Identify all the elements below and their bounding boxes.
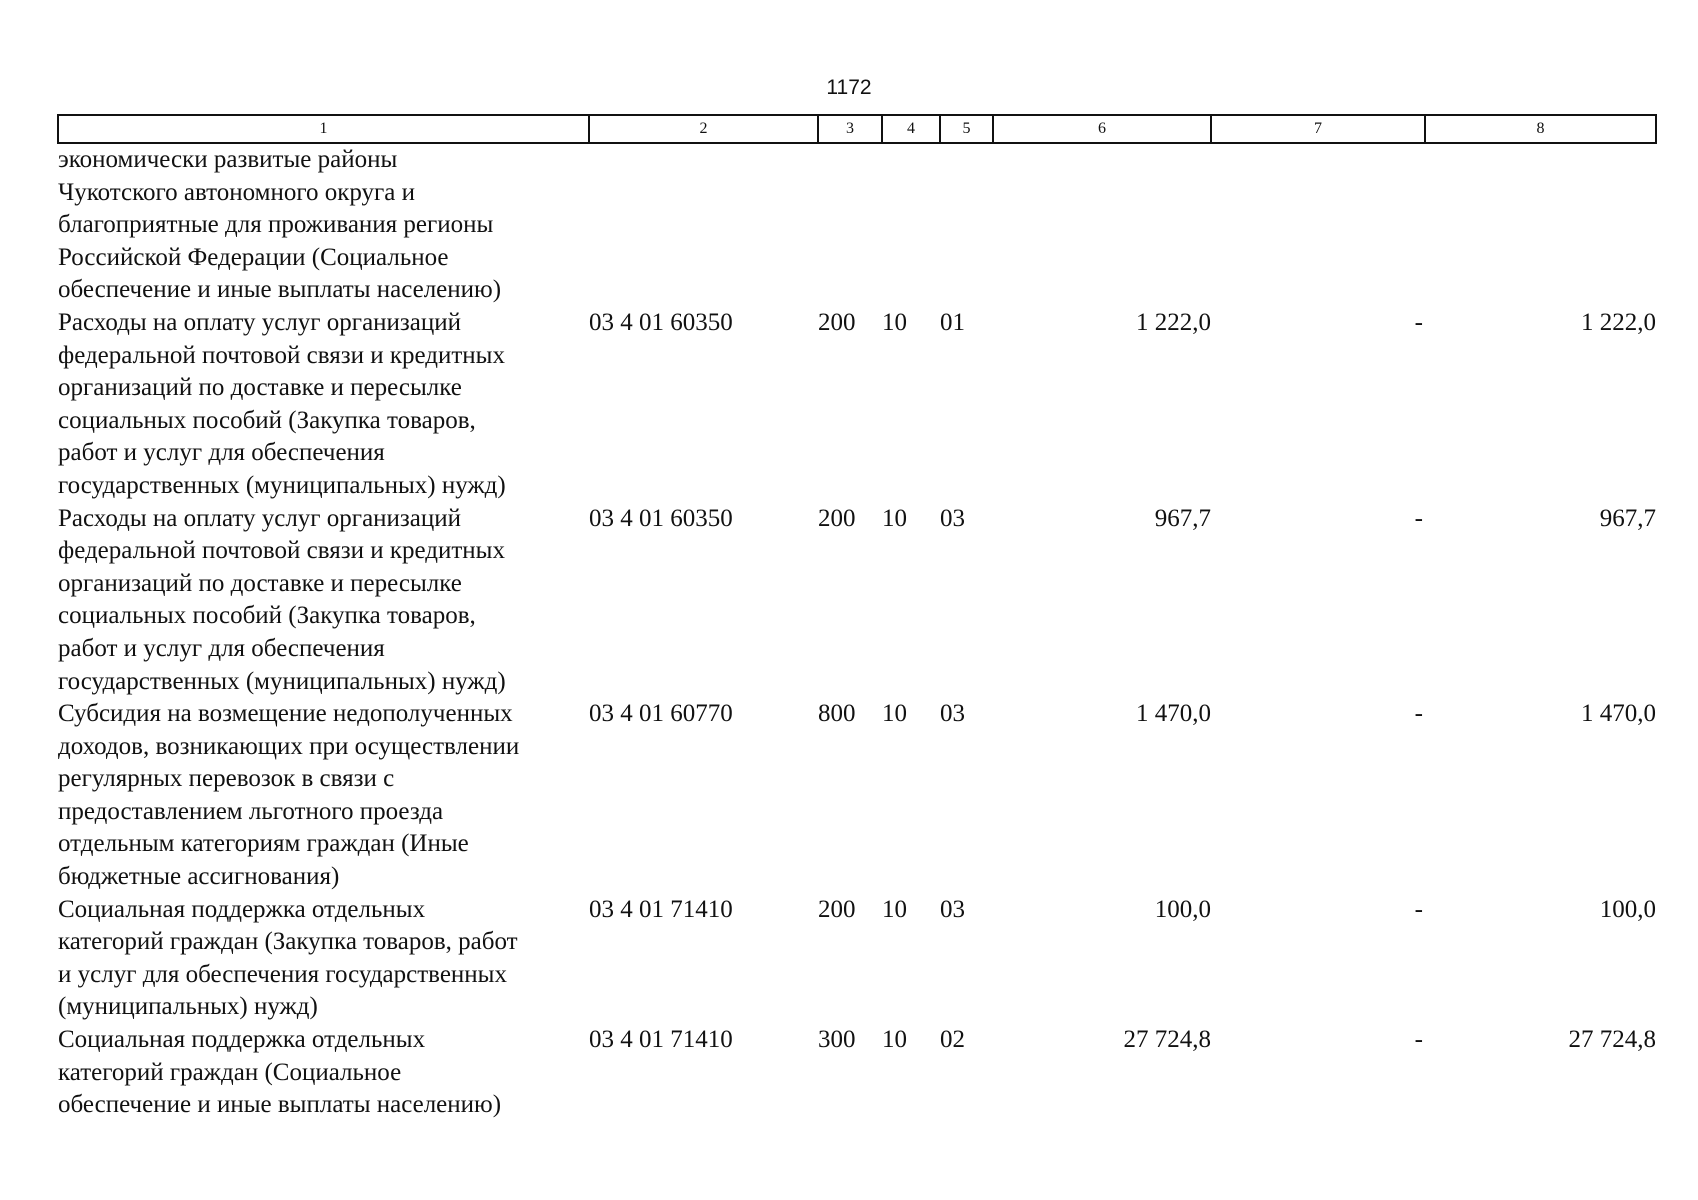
description-line: работ и услуг для обеспечения — [58, 634, 385, 662]
description-line: работ и услуг для обеспечения — [58, 439, 385, 467]
section: 10 — [882, 308, 907, 336]
description-line: доходов, возникающих при осуществлении — [58, 732, 520, 760]
table-row — [58, 143, 1656, 307]
row-description — [58, 307, 589, 503]
budget-code: 03 4 01 71410 — [589, 1026, 733, 1054]
amount-col-8: 967,7 — [1599, 504, 1656, 532]
section: 10 — [882, 504, 907, 532]
amount-col-7: - — [1414, 1026, 1423, 1054]
description-line: и услуг для обеспечения государственных — [58, 960, 507, 988]
subsection: 03 — [940, 504, 965, 532]
amount-col-7: - — [1414, 504, 1423, 532]
subsection: 02 — [940, 1026, 965, 1054]
header-row — [58, 115, 1656, 143]
description-line: федеральной почтовой связи и кредитных — [58, 537, 505, 565]
expense-type: 300 — [818, 1026, 856, 1054]
amount-col-8: 1 470,0 — [1581, 700, 1656, 728]
description-line: регулярных перевозок в связи с — [58, 765, 395, 793]
amount-col-6: 1 222,0 — [1136, 308, 1211, 336]
table-row — [58, 307, 1656, 503]
description-line: социальных пособий (Закупка товаров, — [58, 602, 476, 630]
row-description — [58, 1024, 589, 1122]
budget-code: 03 4 01 60350 — [589, 308, 733, 336]
expense-type: 800 — [818, 700, 856, 728]
description-line: обеспечение и иные выплаты населению) — [58, 1091, 502, 1119]
budget-code: 03 4 01 60770 — [589, 700, 733, 728]
section: 10 — [882, 1026, 907, 1054]
subsection: 03 — [940, 700, 965, 728]
description-line: предоставлением льготного проезда — [58, 797, 444, 825]
expense-type: 200 — [818, 308, 856, 336]
amount-col-6 — [993, 143, 1211, 307]
table-row — [58, 698, 1656, 894]
description-line: обеспечение и иные выплаты населению) — [58, 276, 502, 304]
subsection: 03 — [940, 895, 965, 923]
table-row — [58, 1024, 1656, 1122]
amount-col-8 — [1425, 143, 1656, 307]
header-col-8: 8 — [1425, 115, 1656, 143]
description-line: федеральной почтовой связи и кредитных — [58, 341, 505, 369]
amount-col-7: - — [1414, 700, 1423, 728]
amount-col-6: 27 724,8 — [1123, 1026, 1211, 1054]
expense-type — [818, 143, 882, 307]
amount-col-6: 1 470,0 — [1136, 700, 1211, 728]
section: 10 — [882, 700, 907, 728]
description-line: категорий граждан (Закупка товаров, работ — [58, 928, 518, 956]
description-line: Социальная поддержка отдельных — [58, 1026, 426, 1054]
table-body — [58, 143, 1656, 1122]
budget-code — [589, 143, 818, 307]
budget-table — [57, 114, 1657, 1122]
amount-col-6: 967,7 — [1154, 504, 1211, 532]
header-col-1: 1 — [58, 115, 589, 143]
description-line: социальных пособий (Закупка товаров, — [58, 406, 476, 434]
description-line: Российской Федерации (Социальное — [58, 243, 449, 271]
amount-col-6: 100,0 — [1154, 895, 1211, 923]
budget-code: 03 4 01 71410 — [589, 895, 733, 923]
description-line: государственных (муниципальных) нужд) — [58, 667, 506, 695]
description-line: бюджетные ассигнования) — [58, 863, 340, 891]
description-line: благоприятные для проживания регионы — [58, 211, 494, 239]
section — [882, 143, 940, 307]
amount-col-7: - — [1414, 895, 1423, 923]
description-line: отдельным категориям граждан (Иные — [58, 830, 469, 858]
description-line: Чукотского автономного округа и — [58, 178, 416, 206]
page-number: 1172 — [826, 76, 872, 99]
header-col-7: 7 — [1211, 115, 1425, 143]
description-line: (муниципальных) нужд) — [58, 993, 318, 1021]
section: 10 — [882, 895, 907, 923]
row-description — [58, 698, 589, 894]
description-line: Субсидия на возмещение недополученных — [58, 700, 513, 728]
amount-col-7 — [1211, 143, 1425, 307]
table-row — [58, 503, 1656, 699]
subsection — [940, 143, 993, 307]
amount-col-7: - — [1414, 308, 1423, 336]
subsection: 01 — [940, 308, 965, 336]
row-description — [58, 143, 589, 307]
amount-col-8: 100,0 — [1599, 895, 1656, 923]
header-col-2: 2 — [589, 115, 818, 143]
description-line: Расходы на оплату услуг организаций — [58, 504, 462, 532]
header-col-5: 5 — [940, 115, 993, 143]
budget-code: 03 4 01 60350 — [589, 504, 733, 532]
header-col-4: 4 — [882, 115, 940, 143]
expense-type: 200 — [818, 504, 856, 532]
amount-col-8: 1 222,0 — [1581, 308, 1656, 336]
description-line: Социальная поддержка отдельных — [58, 895, 426, 923]
row-description — [58, 503, 589, 699]
header-col-3: 3 — [818, 115, 882, 143]
row-description — [58, 894, 589, 1024]
amount-col-8: 27 724,8 — [1568, 1026, 1656, 1054]
description-line: государственных (муниципальных) нужд) — [58, 471, 506, 499]
expense-type: 200 — [818, 895, 856, 923]
description-line: категорий граждан (Социальное — [58, 1058, 402, 1086]
description-line: Расходы на оплату услуг организаций — [58, 308, 462, 336]
table-row — [58, 894, 1656, 1024]
header-col-6: 6 — [993, 115, 1211, 143]
description-line: организаций по доставке и пересылке — [58, 569, 462, 597]
description-line: экономически развитые районы — [58, 146, 398, 173]
description-line: организаций по доставке и пересылке — [58, 374, 462, 402]
